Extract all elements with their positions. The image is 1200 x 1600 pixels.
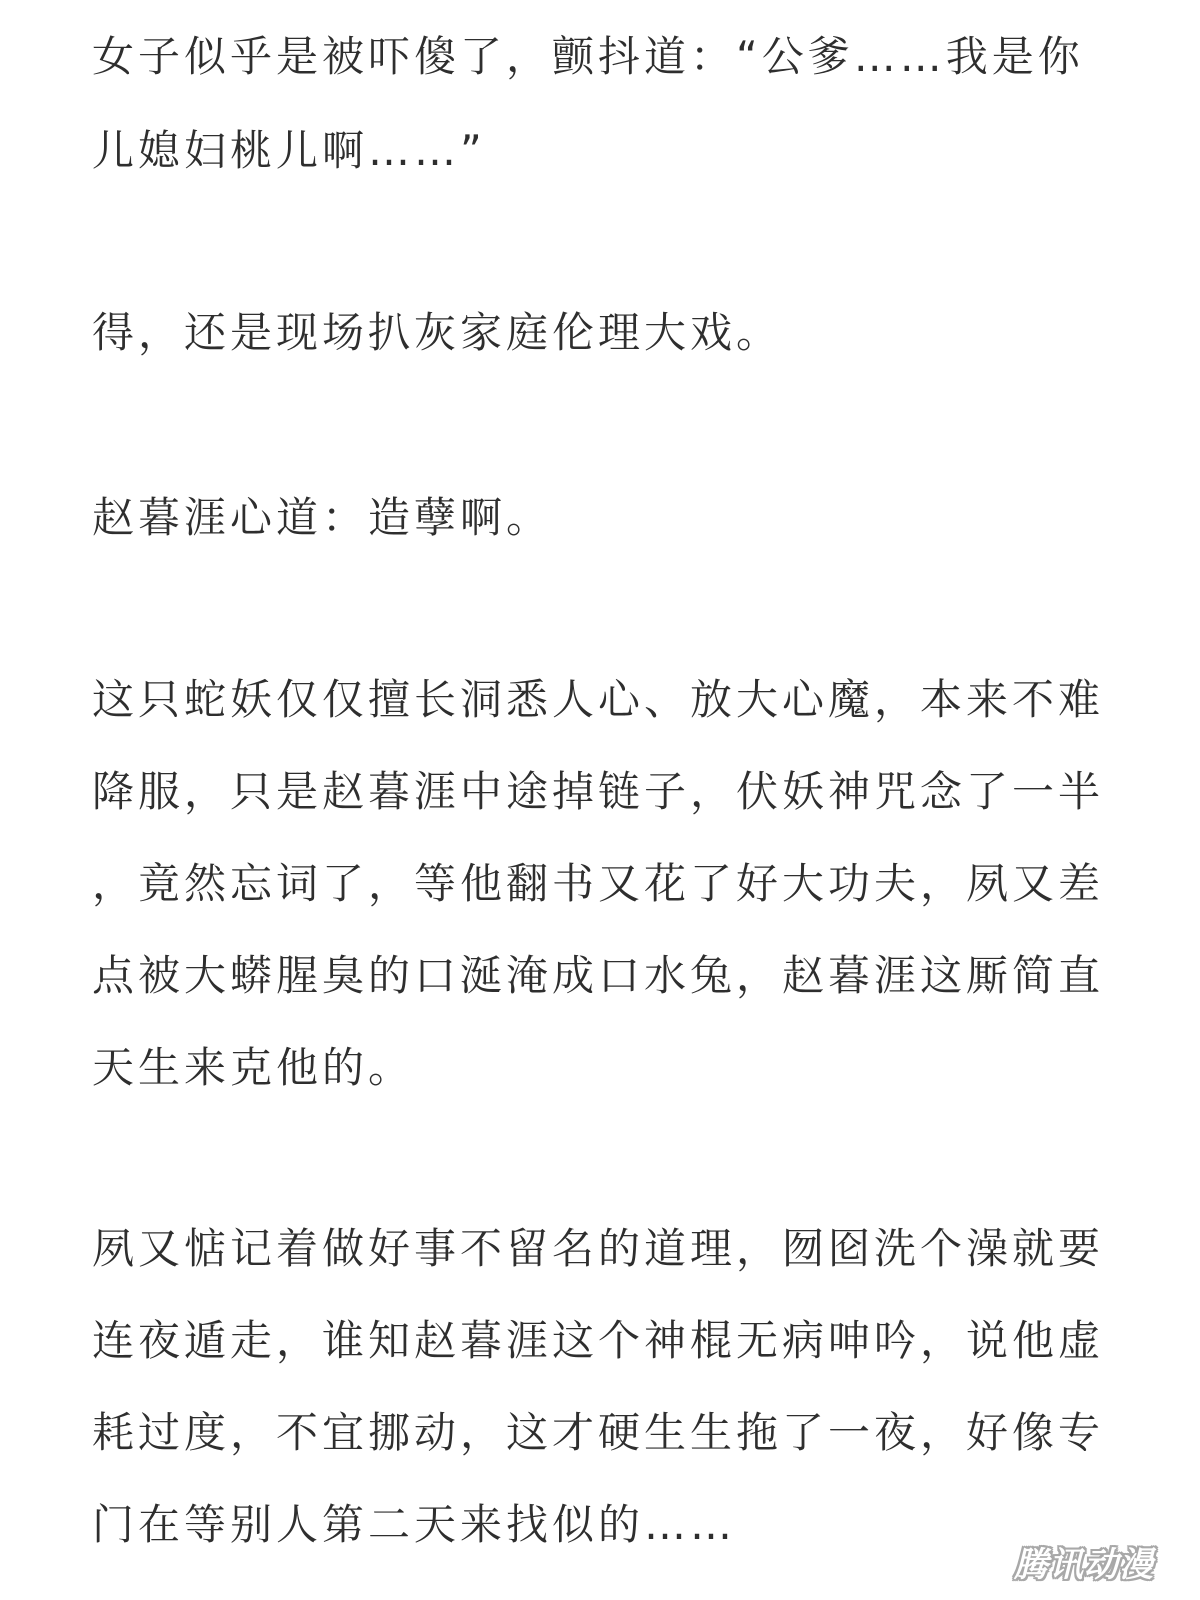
text-line: 点被大蟒腥臭的口涎淹成口水兔，赵暮涯这厮简直 <box>92 951 1105 1000</box>
text-line: 儿媳妇桃儿啊……” <box>92 126 486 175</box>
text-line: 夙又惦记着做好事不留名的道理，囫囵洗个澡就要 <box>92 1224 1105 1273</box>
watermark-logo <box>986 1536 1182 1586</box>
text-line: ，竟然忘词了，等他翻书又花了好大功夫，夙又差 <box>92 859 1105 908</box>
text-line: 女子似乎是被吓傻了，颤抖道：“公爹……我是你 <box>92 32 1084 81</box>
text-line: 连夜遁走，谁知赵暮涯这个神棍无病呻吟，说他虚 <box>92 1316 1105 1365</box>
text-line: 门在等别人第二天来找似的…… <box>92 1500 737 1549</box>
text-line: 天生来克他的。 <box>92 1043 415 1092</box>
text-line: 得，还是现场扒灰家庭伦理大戏。 <box>92 308 783 357</box>
text-line: 耗过度，不宜挪动，这才硬生生拖了一夜，好像专 <box>92 1408 1105 1457</box>
text-line: 降服，只是赵暮涯中途掉链子，伏妖神咒念了一半 <box>92 767 1105 816</box>
text-line: 这只蛇妖仅仅擅长洞悉人心、放大心魔，本来不难 <box>92 675 1105 724</box>
text-line: 赵暮涯心道：造孽啊。 <box>92 493 553 542</box>
watermark-text: 腾讯动漫 <box>1014 1544 1154 1585</box>
